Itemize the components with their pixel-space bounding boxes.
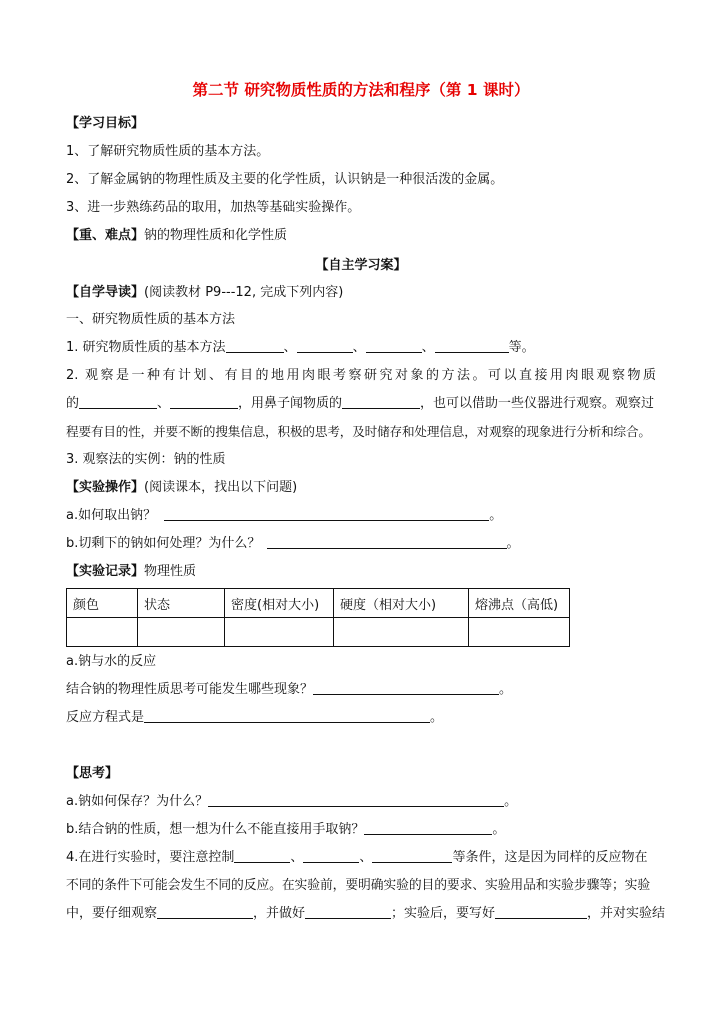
q4-sep: 、 [290,850,304,865]
reaction-equation [66,708,443,728]
q2-sep: 、 [157,396,171,411]
fill-blank[interactable] [297,338,353,353]
fill-blank[interactable] [234,848,290,863]
q4-sep: 、 [359,850,373,865]
part1-heading: 一、研究物质性质的基本方法 [66,312,236,327]
q4-line1 [66,848,647,868]
objectives-heading: 【学习目标】 [66,116,145,131]
end-mark: 。 [504,794,518,809]
answer-cell[interactable] [334,618,469,647]
think-qa [66,792,517,812]
answer-blank[interactable] [313,680,499,695]
reaction-title: a.钠与水的反应 [66,654,157,669]
fill-blank[interactable] [170,394,238,409]
section-heading: 【自主学习案】 [315,258,407,273]
q1-end: 等。 [508,340,535,355]
fill-blank[interactable] [366,338,422,353]
header-cell: 颜色 [67,589,138,618]
end-mark: 。 [430,710,444,725]
header-cell: 状态 [138,589,225,618]
fill-blank[interactable] [303,848,359,863]
table-row [67,618,570,647]
answer-blank[interactable] [208,792,504,807]
fill-blank[interactable] [157,904,253,919]
answer-cell[interactable] [67,618,138,647]
properties-table [66,588,570,647]
question-3: 3. 观察法的实例：钠的性质 [66,452,226,467]
table-header-row [67,589,570,618]
q2-line1: 2. 观察是一种有计划、有目的地用肉眼考察研究对象的方法。可以直接用肉眼观察物质 [66,368,656,383]
record-text: 物理性质 [144,564,197,579]
experiment-text: (阅读课本，找出以下问题) [144,480,298,495]
q2-p1: 的 [66,396,80,411]
answer-cell[interactable] [469,618,570,647]
answer-blank[interactable] [164,506,489,521]
q4-p1: 4.在进行实验时，要注意控制 [66,850,235,865]
fill-blank[interactable] [226,338,284,353]
q4-l3a: 中，要仔细观察 [66,906,158,921]
q1-sep: 、 [352,340,366,355]
reaction-question [66,680,512,700]
fill-blank[interactable] [435,338,509,353]
end-mark: 。 [506,536,520,551]
q4-l3b: ，并做好 [253,906,306,921]
key-points-text: 钠的物理性质和化学性质 [144,228,288,243]
guide-text: (阅读教材 P9---12, 完成下列内容) [144,285,344,300]
answer-cell[interactable] [225,618,334,647]
qa-text: a.如何取出钠？ [66,508,157,523]
equation-label: 反应方程式是 [66,710,145,725]
q4-l3d: ，并对实验结 [587,906,666,921]
guide-heading: 【自学导读】 [66,285,145,300]
record-heading: 【实验记录】 [66,564,145,579]
q4-p2: 等条件，这是因为同样的反应物在 [452,850,648,865]
record-line [66,562,196,582]
think-heading: 【思考】 [66,766,119,781]
equation-blank[interactable] [144,708,430,723]
page-title: 第二节 研究物质性质的方法和程序（第 1 课时） [192,81,530,99]
experiment-line [66,478,297,498]
fill-blank[interactable] [305,904,391,919]
q1-sep: 、 [283,340,297,355]
experiment-heading: 【实验操作】 [66,480,145,495]
header-cell: 硬度（相对大小) [334,589,469,618]
q2-line2 [66,394,654,414]
q4-l3c: ；实验后，要写好 [391,906,496,921]
answer-blank[interactable] [364,820,492,835]
q2-line3: 程要有目的性，并要不断的搜集信息，积极的思考，及时储存和处理信息，对观察的现象进行分析和综合。 [66,424,651,439]
fill-blank[interactable] [79,394,157,409]
objective-item: 1、了解研究物质性质的基本方法。 [66,144,270,159]
q1-prefix: 1. 研究物质性质的基本方法 [66,340,226,355]
question-1 [66,338,535,358]
objective-item: 2、了解金属钠的物理性质及主要的化学性质，认识钠是一种很活泼的金属。 [66,172,504,187]
think-qb [66,820,505,840]
experiment-qb [66,534,520,554]
fill-blank[interactable] [495,904,587,919]
think-qb-text: b.结合钠的性质，想一想为什么不能直接用手取钠？ [66,822,365,837]
reaction-q-text: 结合钠的物理性质思考可能发生哪些现象？ [66,682,314,697]
fill-blank[interactable] [342,394,420,409]
objective-item: 3、进一步熟练药品的取用，加热等基础实验操作。 [66,200,361,215]
guide-line [66,283,343,303]
end-mark: 。 [489,508,503,523]
q4-line3 [66,904,665,924]
answer-blank[interactable] [267,534,507,549]
key-points [66,226,287,246]
q1-sep: 、 [421,340,435,355]
think-qa-text: a.钠如何保存？为什么？ [66,794,209,809]
fill-blank[interactable] [372,848,452,863]
header-cell: 熔沸点（高低) [469,589,570,618]
answer-cell[interactable] [138,618,225,647]
header-cell: 密度(相对大小) [225,589,334,618]
end-mark: 。 [492,822,506,837]
end-mark: 。 [499,682,513,697]
experiment-qa [66,506,502,526]
q4-line2: 不同的条件下可能会发生不同的反应。在实验前，要明确实验的目的要求、实验用品和实验步骤等；实验 [66,878,651,893]
qb-text: b.切剩下的钠如何处理？为什么？ [66,536,261,551]
key-points-heading: 【重、难点】 [66,228,145,243]
q2-p3: ，也可以借助一些仪器进行观察。观察过 [420,396,655,411]
q2-p2: ，用鼻子闻物质的 [238,396,343,411]
